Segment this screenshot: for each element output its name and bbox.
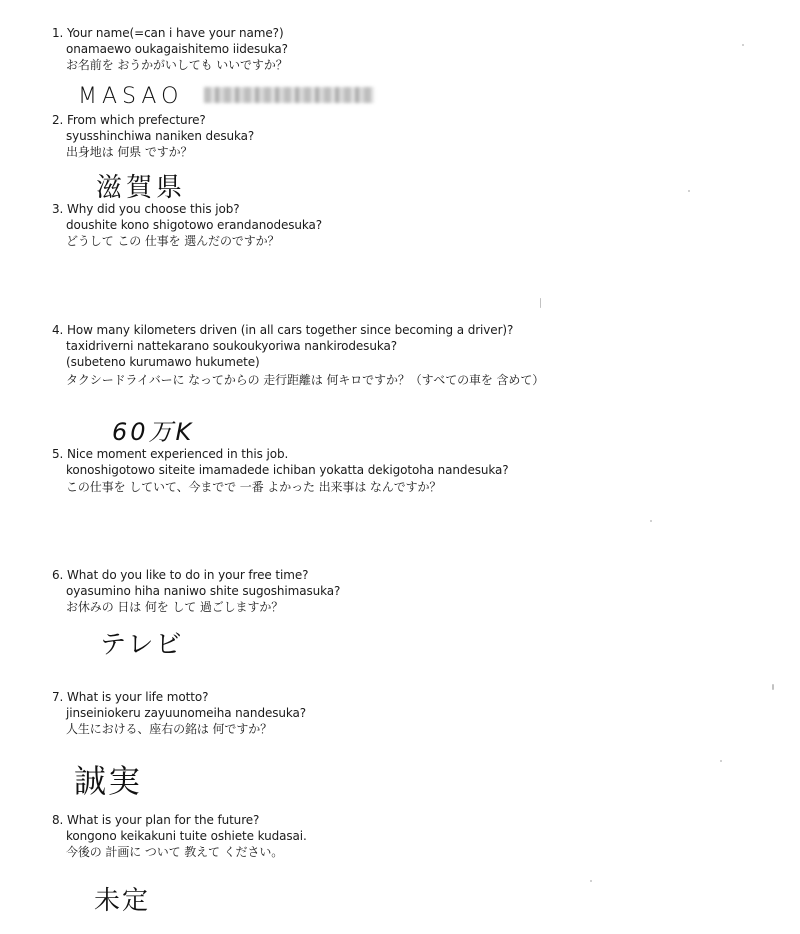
question-2-romaji: syusshinchiwa naniken desuka? — [66, 129, 255, 143]
question-6-romaji: oyasumino hiha naniwo shite sugoshimasuka? — [66, 584, 341, 598]
scan-speck — [742, 44, 744, 46]
question-6-english: 6. What do you like to do in your free time? — [52, 568, 309, 582]
scan-speck — [720, 760, 722, 762]
question-8-japanese: 今後の 計画に ついて 教えて ください。 — [66, 845, 284, 859]
question-7-japanese: 人生における、座右の銘は 何ですか？ — [66, 722, 273, 736]
answer-4-handwritten: 60万K — [112, 418, 195, 446]
question-5-japanese: この仕事を していて、今までで 一番 よかった 出来事は なんですか？ — [66, 480, 442, 494]
answer-1-handwritten: MASAO — [78, 84, 184, 109]
scan-speck — [688, 190, 690, 192]
question-2-english: 2. From which prefecture? — [52, 113, 206, 127]
scan-speck — [590, 880, 592, 882]
scan-speck — [540, 298, 541, 308]
answer-8-handwritten: 未定 — [94, 886, 151, 916]
question-4-romaji-note: (subeteno kurumawo hukumete) — [66, 355, 260, 369]
question-3-romaji: doushite kono shigotowo erandanodesuka? — [66, 218, 323, 232]
question-3-english: 3. Why did you choose this job? — [52, 202, 240, 216]
question-3-japanese: どうして この 仕事を 選んだのですか？ — [66, 234, 280, 248]
redacted-surname — [204, 87, 374, 103]
question-8-english: 8. What is your plan for the future? — [52, 813, 260, 827]
question-2-japanese: 出身地は 何県 ですか？ — [66, 145, 193, 159]
scan-speck — [772, 684, 774, 690]
question-7-english: 7. What is your life motto? — [52, 690, 209, 704]
question-1-english: 1. Your name(=can i have your name?) — [52, 26, 284, 40]
question-5-english: 5. Nice moment experienced in this job. — [52, 447, 289, 461]
question-8-romaji: kongono keikakuni tuite oshiete kudasai. — [66, 829, 307, 843]
question-1-romaji: onamaewo oukagaishitemo iidesuka? — [66, 42, 288, 56]
answer-2-handwritten: 滋賀県 — [96, 173, 187, 203]
question-4-romaji: taxidriverni nattekarano soukoukyoriwa nankirodesuka? — [66, 339, 397, 353]
scan-speck — [650, 520, 652, 522]
question-6-japanese: お休みの 日は 何を して 過ごしますか？ — [66, 600, 284, 614]
question-1-japanese: お名前を おうかがいしても いいですか？ — [66, 58, 288, 72]
answer-7-handwritten: 誠実 — [74, 762, 143, 800]
question-4-english: 4. How many kilometers driven (in all cars together since becoming a driver)? — [52, 323, 514, 337]
answer-6-handwritten: テレビ — [100, 630, 184, 660]
question-7-romaji: jinseiniokeru zayuunomeiha nandesuka? — [66, 706, 307, 720]
question-5-romaji: konoshigotowo siteite imamadede ichiban yokatta dekigotoha nandesuka? — [66, 463, 509, 477]
question-4-japanese: タクシードライバーに なってからの 走行距離は 何キロですか？（すべての車を 含めて） — [66, 373, 545, 387]
